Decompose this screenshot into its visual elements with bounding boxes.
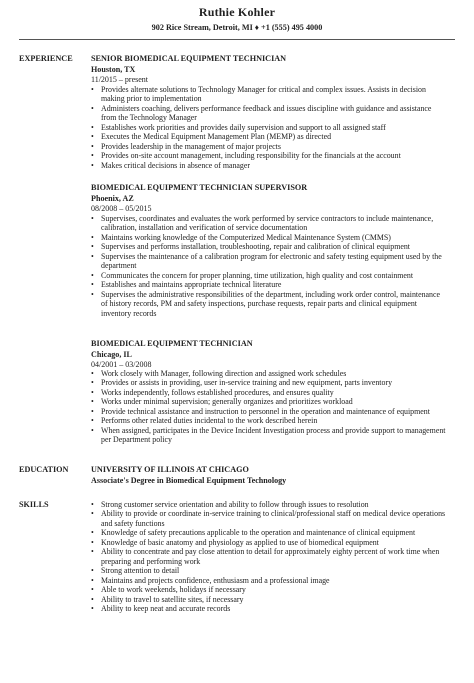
job-title: BIOMEDICAL EQUIPMENT TECHNICIAN	[91, 339, 253, 348]
list-item: • Communicates the concern for proper planning, time utilization, high quality and cost containment	[91, 271, 447, 280]
job-bullets	[91, 214, 447, 318]
list-item: • Performs other related duties incidental to the work described herein	[91, 416, 447, 425]
list-item: • Provide technical assistance and instruction to personnel in the operation and maintenance of equipment	[91, 407, 447, 416]
job-title: SENIOR BIOMEDICAL EQUIPMENT TECHNICIAN	[91, 54, 287, 63]
list-item: • Supervises the administrative responsibilities of the department, including work order control, maintenance of history records, PM and safety inspections, purchase requests, repair parts and clinical equipment inventory records	[91, 290, 447, 318]
list-item: • Administers coaching, delivers performance feedback and issues discipline with guidance and assistance from the Technology Manager	[91, 104, 447, 123]
list-item: • When assigned, participates in the Device Incident Investigation process and provide support to management per Department policy	[91, 426, 447, 445]
list-item: • Knowledge of basic anatomy and physiology as applied to use of biomedical equipment	[91, 538, 447, 547]
job-dates: 11/2015 – present	[91, 75, 149, 84]
job-title: BIOMEDICAL EQUIPMENT TECHNICIAN SUPERVISOR	[91, 183, 308, 192]
list-item: • Establishes work priorities and provides daily supervision and support to all assigned staff	[91, 123, 447, 132]
school-name: UNIVERSITY OF ILLINOIS AT CHICAGO	[91, 465, 249, 474]
list-item: • Supervises and performs installation, troubleshooting, repair and calibration of clinical equipment	[91, 242, 447, 251]
list-item: • Provides alternate solutions to Technology Manager for critical and complex issues. Assists in decision making prior to implementation	[91, 85, 447, 104]
job-dates: 04/2001 – 03/2008	[91, 360, 152, 369]
list-item: • Maintains and projects confidence, enthusiasm and a professional image	[91, 576, 447, 585]
list-item: • Provides leadership in the management of major projects	[91, 142, 447, 151]
list-item: • Works under minimal supervision; generally organizes and prioritizes workload	[91, 397, 447, 406]
list-item: • Knowledge of safety precautions applicable to the operation and maintenance of clinical equipment	[91, 528, 447, 537]
job-location: Phoenix, AZ	[91, 194, 134, 203]
list-item: • Works independently, follows established procedures, and ensures quality	[91, 388, 447, 397]
list-item: • Ability to travel to satellite sites, if necessary	[91, 595, 447, 604]
list-item: • Ability to provide or coordinate in-service training to clinical/professional staff on medical device operations and safety functions	[91, 509, 447, 528]
section-label-skills: SKILLS	[19, 500, 49, 509]
list-item: • Supervises the maintenance of a calibration program for electronic and safety testing equipment used by the department	[91, 252, 447, 271]
job-dates: 08/2008 – 05/2015	[91, 204, 152, 213]
list-item: • Ability to concentrate and pay close attention to detail for approximately eighty percent of work time when preparing and performing work	[91, 547, 447, 566]
list-item: • Ability to keep neat and accurate records	[91, 604, 447, 613]
section-label-experience: EXPERIENCE	[19, 54, 73, 63]
degree: Associate's Degree in Biomedical Equipment Technology	[91, 476, 287, 485]
job-bullets	[91, 85, 447, 170]
contact-line: 902 Rice Stream, Detroit, MI ♦ +1 (555) 495 4000	[151, 23, 323, 32]
list-item: • Provides or assists in providing, user in-service training and new equipment, parts inventory	[91, 378, 447, 387]
skills-list	[91, 500, 447, 613]
job-location: Houston, TX	[91, 65, 136, 74]
header-divider	[19, 39, 455, 40]
list-item: • Maintains working knowledge of the Computerized Medical Maintenance System (CMMS)	[91, 233, 447, 242]
list-item: • Strong attention to detail	[91, 566, 447, 575]
list-item: • Executes the Medical Equipment Management Plan (MEMP) as directed	[91, 132, 447, 141]
list-item: • Supervises, coordinates and evaluates the work performed by service contractors to include maintenance, calibration, installation and verification of service documentation	[91, 214, 447, 233]
job-location: Chicago, IL	[91, 350, 132, 359]
job-bullets	[91, 369, 447, 445]
list-item: • Strong customer service orientation and ability to follow through issues to resolution	[91, 500, 447, 509]
list-item: • Makes critical decisions in absence of manager	[91, 161, 447, 170]
candidate-name: Ruthie Kohler	[198, 5, 276, 19]
section-label-education: EDUCATION	[19, 465, 69, 474]
list-item: • Able to work weekends, holidays if necessary	[91, 585, 447, 594]
list-item: • Establishes and maintains appropriate technical literature	[91, 280, 447, 289]
list-item: • Provides on-site account management, including responsibility for the financials at the account	[91, 151, 447, 160]
list-item: • Work closely with Manager, following direction and assigned work schedules	[91, 369, 447, 378]
